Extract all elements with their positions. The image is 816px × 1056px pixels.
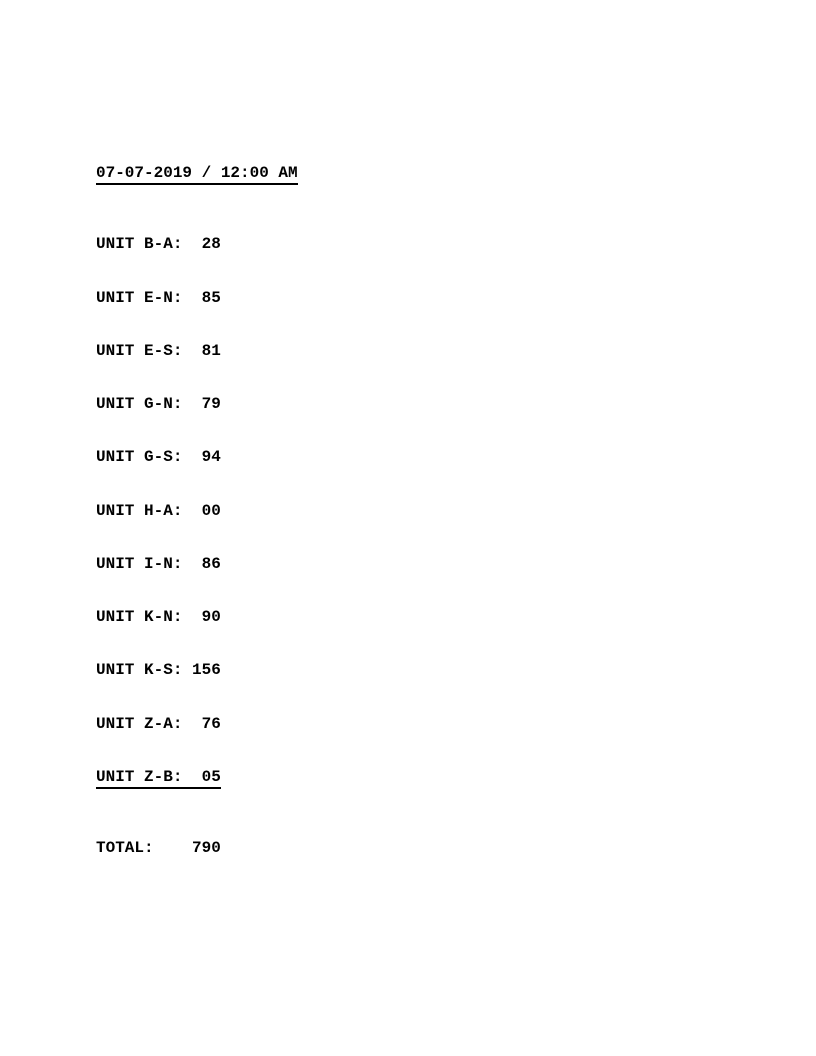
unit-label: UNIT B-A: <box>96 235 183 254</box>
report-row <box>96 662 221 680</box>
total-value: 790 <box>192 838 221 857</box>
report-row <box>96 503 221 521</box>
unit-label: UNIT I-N: <box>96 554 183 573</box>
unit-value: 85 <box>201 288 221 307</box>
report-row <box>96 236 221 254</box>
unit-label: UNIT K-S: <box>96 661 183 680</box>
report-date-header: 07-07-2019 / 12:00 AM <box>96 165 298 185</box>
report-row <box>96 556 221 574</box>
unit-label: UNIT Z-A: <box>96 714 183 733</box>
total-row <box>96 840 221 858</box>
unit-label: UNIT G-S: <box>96 448 183 467</box>
unit-value: 81 <box>201 341 221 360</box>
report-row <box>96 716 221 734</box>
unit-label: UNIT K-N: <box>96 608 183 626</box>
unit-value: 156 <box>192 661 221 680</box>
report-row <box>96 290 221 308</box>
unit-label: UNIT E-N: <box>96 288 183 307</box>
unit-value: 00 <box>201 501 221 520</box>
unit-label: UNIT E-S: <box>96 341 183 360</box>
unit-value: 94 <box>201 448 221 467</box>
report-row-last <box>96 769 221 789</box>
unit-value: 79 <box>201 395 221 413</box>
unit-label: UNIT H-A: <box>96 501 183 520</box>
total-label: TOTAL: <box>96 838 154 857</box>
report-row <box>96 343 221 361</box>
unit-value: 86 <box>201 554 221 573</box>
report-row <box>96 449 221 467</box>
unit-count-report <box>96 112 298 911</box>
report-row <box>96 609 221 627</box>
report-row <box>96 396 221 414</box>
unit-label: UNIT G-N: <box>96 395 183 413</box>
unit-value: 28 <box>201 235 221 254</box>
unit-value: 90 <box>201 608 221 626</box>
unit-value: 05 <box>201 767 221 786</box>
unit-value: 76 <box>201 714 221 733</box>
unit-label: UNIT Z-B: <box>96 767 183 786</box>
